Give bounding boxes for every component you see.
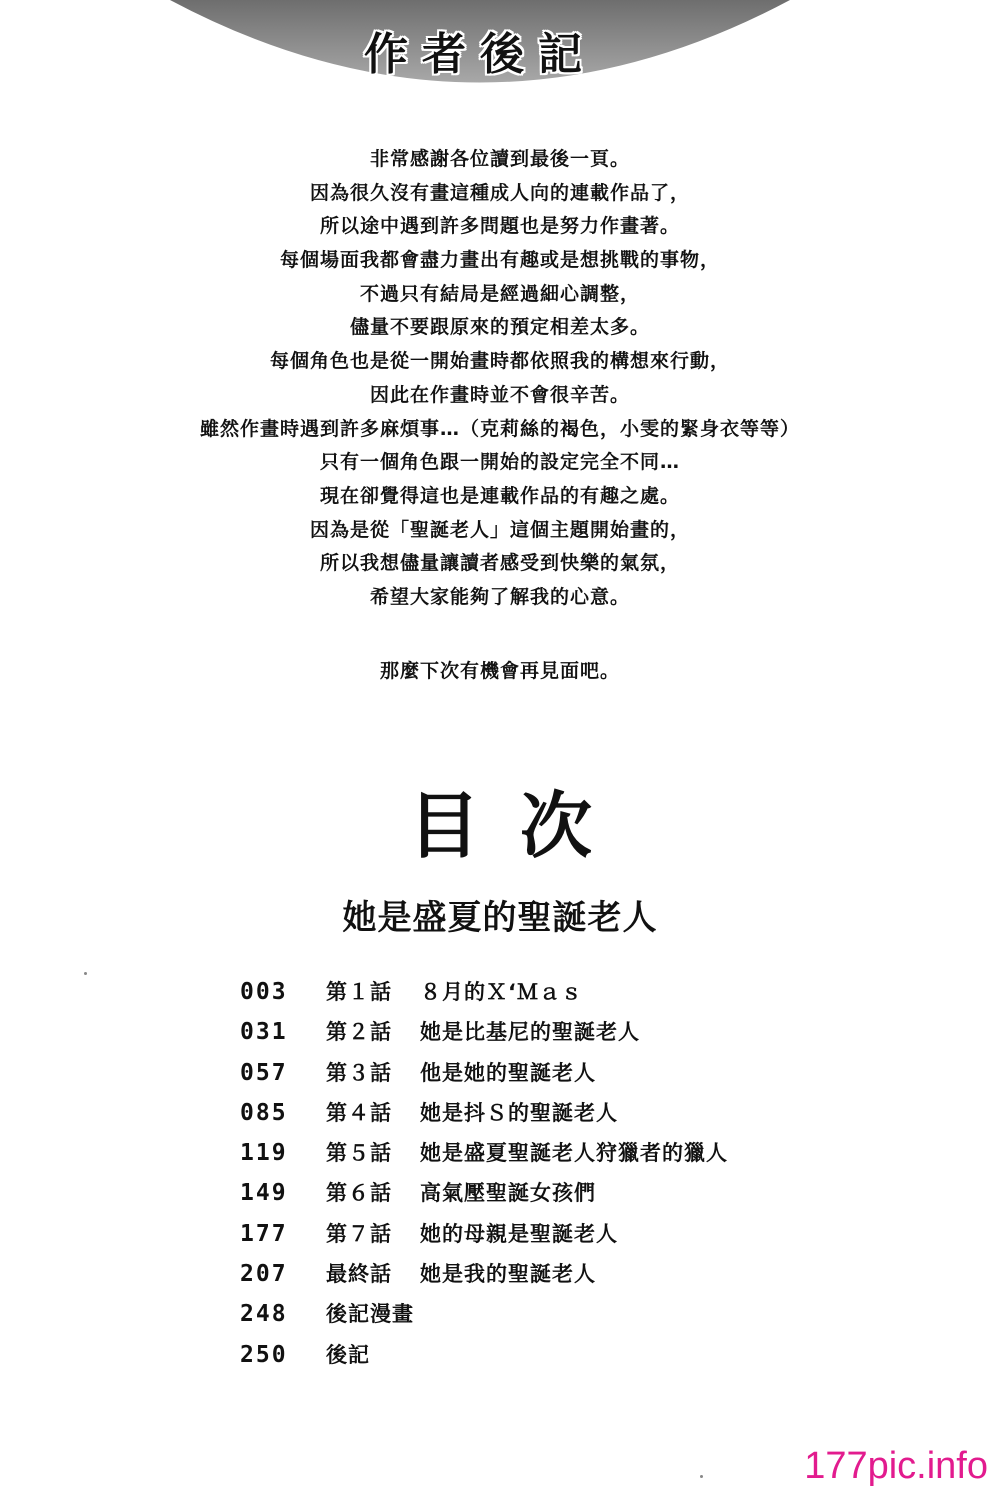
toc-page-number: 248 bbox=[240, 1301, 288, 1328]
toc-entry bbox=[240, 1254, 840, 1294]
watermark-link[interactable]: 177pic.info bbox=[804, 1445, 988, 1487]
afterword-line: 現在卻覺得這也是連載作品的有趣之處。 bbox=[319, 484, 680, 507]
afterword-line: 不過只有結局是經過細心調整， bbox=[359, 282, 640, 305]
afterword-line: 所以我想儘量讓讀者感受到快樂的氣氛， bbox=[319, 552, 680, 575]
toc-chapter-label: 第１話 bbox=[326, 980, 392, 1004]
afterword-line: 每個場面我都會盡力畫出有趣或是想挑戰的事物， bbox=[279, 249, 720, 272]
toc-chapter-title: 高氣壓聖誕女孩們 bbox=[420, 1181, 596, 1206]
toc-chapter-title: 她是比基尼的聖誕老人 bbox=[420, 1020, 640, 1045]
afterword-line: 只有一個角色跟一開始的設定完全不同… bbox=[319, 451, 680, 474]
toc-page-number: 149 bbox=[240, 1180, 288, 1207]
toc-entry bbox=[240, 1093, 840, 1133]
afterword-line: 雖然作畫時遇到許多麻煩事…（克莉絲的褐色，小雯的緊身衣等等） bbox=[199, 417, 800, 440]
toc-page-number: 003 bbox=[240, 979, 288, 1005]
afterword-line: 所以途中遇到許多問題也是努力作畫著。 bbox=[319, 215, 680, 238]
toc-entry bbox=[240, 972, 840, 1012]
toc-entry bbox=[240, 1012, 840, 1052]
toc-page-number: 250 bbox=[240, 1341, 288, 1368]
toc-chapter-label: 第３話 bbox=[326, 1060, 392, 1085]
afterword-closing: 那麼下次有機會再見面吧。 bbox=[379, 660, 620, 682]
toc-entry bbox=[240, 1133, 840, 1173]
toc-page-number: 057 bbox=[240, 1059, 288, 1086]
toc-chapter-title: 她是抖Ｓ的聖誕老人 bbox=[420, 1100, 618, 1125]
toc-chapter-label: 第２話 bbox=[326, 1020, 392, 1045]
afterword-line: 因為很久沒有畫這種成人向的連載作品了， bbox=[309, 181, 690, 204]
toc-chapter-label: 第６話 bbox=[326, 1181, 392, 1206]
afterword-line: 因此在作畫時並不會很辛苦。 bbox=[369, 383, 630, 406]
afterword-line: 非常感謝各位讀到最後一頁。 bbox=[369, 148, 630, 170]
afterword-line: 因為是從「聖誕老人」這個主題開始畫的， bbox=[309, 518, 690, 541]
afterword-title: 作者後記 bbox=[364, 29, 596, 80]
toc-chapter-label: 後記 bbox=[326, 1342, 370, 1367]
toc-page-number: 119 bbox=[240, 1140, 288, 1167]
toc-chapter-label: 第７話 bbox=[326, 1221, 392, 1246]
afterword-line: 儘量不要跟原來的預定相差太多。 bbox=[349, 316, 650, 339]
toc-page-number: 177 bbox=[240, 1220, 288, 1247]
toc-chapter-label: 第４話 bbox=[326, 1100, 392, 1125]
toc-entry bbox=[240, 1294, 840, 1334]
toc-entry bbox=[240, 1053, 840, 1093]
book-title: 她是盛夏的聖誕老人 bbox=[342, 898, 658, 938]
afterword-body bbox=[0, 143, 1000, 615]
toc-chapter-title: 她是盛夏聖誕老人狩獵者的獵人 bbox=[420, 1141, 728, 1166]
toc-chapter-title: 他是她的聖誕老人 bbox=[420, 1060, 596, 1085]
toc-heading: 目次 bbox=[407, 784, 632, 868]
toc-page-number: 207 bbox=[240, 1261, 288, 1288]
afterword-line: 每個角色也是從一開始畫時都依照我的構想來行動， bbox=[269, 350, 730, 373]
toc-page-number: 085 bbox=[240, 1099, 288, 1126]
toc-chapter-label: 最終話 bbox=[326, 1262, 392, 1287]
toc-entry bbox=[240, 1214, 840, 1254]
toc-chapter-title: ８月的Ｘ‘Ｍａｓ bbox=[420, 980, 583, 1004]
toc-entry bbox=[240, 1335, 840, 1375]
toc-chapter-label: 第５話 bbox=[326, 1141, 392, 1166]
toc-chapter-title: 她的母親是聖誕老人 bbox=[420, 1221, 618, 1246]
toc-page-number: 031 bbox=[240, 1019, 288, 1046]
toc-chapter-title: 她是我的聖誕老人 bbox=[420, 1262, 596, 1287]
toc-entry bbox=[240, 1173, 840, 1213]
print-speck bbox=[700, 1475, 703, 1478]
toc-list bbox=[240, 972, 840, 1375]
toc-chapter-label: 後記漫畫 bbox=[326, 1302, 414, 1327]
print-speck bbox=[84, 972, 87, 975]
afterword-line: 希望大家能夠了解我的心意。 bbox=[369, 585, 630, 608]
